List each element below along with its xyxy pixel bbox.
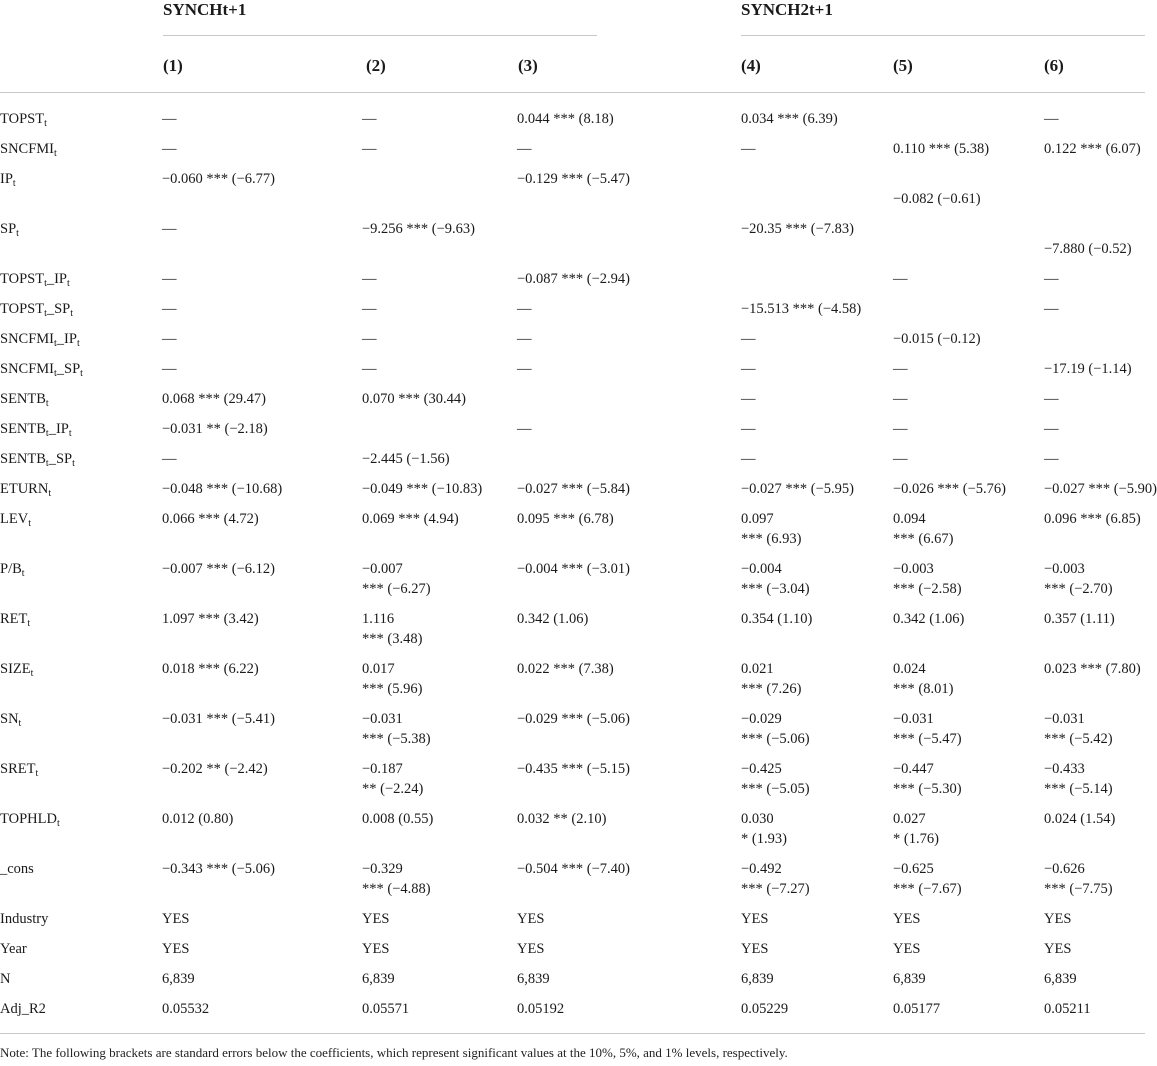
table-cell: 0.022 *** (7.38) [517, 661, 614, 677]
row-label-name: _cons [0, 861, 34, 877]
row-label-name: ETURN [0, 481, 49, 497]
row-label-subscript: t [54, 148, 57, 159]
row-label [0, 963, 162, 993]
row-label-suffix: _SP [48, 451, 73, 467]
row-label-name: SNCFMI [0, 361, 54, 377]
table-row [0, 503, 1145, 553]
row-label [0, 133, 162, 163]
row-label-subscript: t [16, 228, 19, 239]
table-cell: −0.007 *** (−6.12) [162, 561, 276, 577]
row-label [0, 993, 162, 1023]
row-label-suffix: _SP [56, 361, 81, 377]
table-cell: 0.05229 [741, 1001, 789, 1017]
row-label [0, 803, 162, 853]
row-label-subscript: t [70, 308, 74, 319]
row-label-name: Year [0, 941, 27, 957]
table-cell [317, 163, 517, 213]
table-cell: 0.018 *** (6.22) [162, 661, 259, 677]
row-label-subscript: t [44, 278, 47, 289]
row-label [0, 103, 162, 133]
table-cell: 0.024 (1.54) [1044, 811, 1116, 827]
table-cell [517, 213, 697, 263]
table-cell: — [362, 141, 377, 157]
table-cell: −0.425 *** (−5.05) [741, 761, 810, 797]
table-cell: 0.032 ** (2.10) [517, 811, 607, 827]
column-header-2: (2) [366, 56, 386, 75]
table-cell: 0.110 *** (5.38) [893, 141, 990, 157]
row-label-name: SENTB [0, 391, 46, 407]
table-cell: −0.003 *** (−2.58) [893, 561, 962, 597]
table-row [0, 933, 1145, 963]
table-cell: 0.070 *** (30.44) [362, 391, 466, 407]
table-cell: 6,839 [1044, 971, 1077, 987]
table-cell: −0.129 *** (−5.47) [517, 171, 631, 187]
row-label-subscript: t [44, 118, 47, 129]
row-label [0, 213, 162, 263]
row-label-suffix: _IP [56, 331, 77, 347]
header-rule [0, 92, 1145, 93]
table-cell: 0.05532 [162, 1001, 210, 1017]
table-cell: −0.202 ** (−2.42) [162, 761, 268, 777]
table-cell [1001, 163, 1145, 213]
table-cell [517, 383, 697, 413]
row-label [0, 473, 162, 503]
table-cell [849, 293, 1001, 323]
bottom-rule [0, 1033, 1145, 1034]
table-cell: −0.435 *** (−5.15) [517, 761, 631, 777]
table-cell: −0.031 *** (−5.47) [893, 711, 962, 747]
row-label-name: SIZE [0, 661, 31, 677]
table-cell: −0.027 *** (−5.90) [1044, 481, 1157, 497]
table-cell: −0.492 *** (−7.27) [741, 861, 810, 897]
table-row [0, 443, 1145, 473]
table-cell: 0.068 *** (29.47) [162, 391, 266, 407]
table-cell: 0.05192 [517, 1001, 565, 1017]
table-cell: −2.445 (−1.56) [362, 451, 450, 467]
table-cell [697, 263, 849, 293]
table-cell: 6,839 [162, 971, 195, 987]
table-cell: 0.027 * (1.76) [893, 811, 939, 847]
table-row [0, 753, 1145, 803]
row-label [0, 443, 162, 473]
table-cell [849, 103, 1001, 133]
table-row [0, 293, 1145, 323]
table-cell: — [741, 141, 756, 157]
table-cell: YES [517, 911, 545, 927]
row-label [0, 353, 162, 383]
table-cell: −0.187 ** (−2.24) [362, 761, 424, 797]
table-cell: −0.029 *** (−5.06) [741, 711, 810, 747]
group-header-synch: SYNCHt+1 [163, 0, 247, 19]
table-row [0, 413, 1145, 443]
table-cell: −0.004 *** (−3.01) [517, 561, 631, 577]
table-cell: −0.329 *** (−4.88) [362, 861, 431, 897]
table-cell: −0.049 *** (−10.83) [362, 481, 483, 497]
table-cell: — [162, 361, 177, 377]
table-cell: — [893, 271, 908, 287]
table-cell: — [517, 331, 532, 347]
table-cell: — [741, 451, 756, 467]
row-label-subscript: t [28, 518, 31, 529]
table-row [0, 853, 1145, 903]
table-cell: −0.060 *** (−6.77) [162, 171, 276, 187]
table-cell: 6,839 [362, 971, 395, 987]
table-cell: — [741, 421, 756, 437]
table-cell: −0.031 ** (−2.18) [162, 421, 268, 437]
row-label-name: N [0, 971, 11, 987]
table-cell: 0.342 (1.06) [893, 611, 965, 627]
table-cell: 0.034 *** (6.39) [741, 111, 838, 127]
table-cell: −0.625 *** (−7.67) [893, 861, 962, 897]
row-label-subscript: t [44, 308, 47, 319]
table-cell: −0.004 *** (−3.04) [741, 561, 810, 597]
table-cell: −15.513 *** (−4.58) [741, 301, 862, 317]
table-cell: — [1044, 111, 1059, 127]
table-cell: YES [741, 911, 769, 927]
table-cell: — [362, 361, 377, 377]
group-rule-left [163, 35, 597, 36]
table-cell: — [162, 221, 177, 237]
table-cell: −0.007 *** (−6.27) [362, 561, 431, 597]
table-cell: −0.031 *** (−5.38) [362, 711, 431, 747]
row-label-name: SENTB [0, 451, 46, 467]
row-label-name: P/B [0, 561, 22, 577]
table-row [0, 603, 1145, 653]
row-label-suffix: _SP [46, 301, 71, 317]
table-cell: −0.447 *** (−5.30) [893, 761, 962, 797]
row-label [0, 263, 162, 293]
row-label-subscript: t [12, 178, 16, 189]
table-cell: — [893, 421, 908, 437]
row-label-subscript: t [35, 768, 39, 779]
table-cell: −9.256 *** (−9.63) [362, 221, 476, 237]
row-label-subscript: t [72, 458, 75, 469]
regression-table [0, 103, 1157, 1023]
row-label-name: TOPST [0, 271, 45, 287]
row-label [0, 903, 162, 933]
table-cell: — [162, 301, 177, 317]
row-label-name: TOPHLD [0, 811, 57, 827]
table-cell: 0.05211 [1044, 1001, 1091, 1017]
table-cell: 0.069 *** (4.94) [362, 511, 459, 527]
table-row [0, 553, 1145, 603]
table-cell: — [517, 421, 532, 437]
table-cell: 1.116 *** (3.48) [362, 611, 423, 647]
table-row [0, 133, 1145, 163]
row-label [0, 323, 162, 353]
row-label [0, 703, 162, 753]
group-header-synch2: SYNCH2t+1 [741, 0, 833, 19]
table-cell: — [362, 301, 377, 317]
table-cell: — [362, 111, 377, 127]
table-cell: YES [741, 941, 769, 957]
table-cell: 6,839 [517, 971, 550, 987]
row-label-subscript: t [27, 618, 31, 629]
row-label-name: TOPST [0, 301, 45, 317]
table-cell: 0.023 *** (7.80) [1044, 661, 1141, 677]
table-row [0, 903, 1145, 933]
row-label [0, 293, 162, 323]
column-header-6: (6) [1044, 56, 1064, 75]
table-cell: YES [1044, 911, 1072, 927]
table-cell: −17.19 (−1.14) [1044, 361, 1132, 377]
table-cell: YES [362, 941, 390, 957]
table-cell: YES [362, 911, 390, 927]
table-row [0, 993, 1145, 1023]
row-label [0, 553, 162, 603]
row-label-name: TOPST [0, 111, 45, 127]
row-label-subscript: t [76, 338, 80, 349]
table-cell: 6,839 [741, 971, 774, 987]
table-cell: — [517, 361, 532, 377]
table-cell: 0.017 *** (5.96) [362, 661, 423, 697]
row-label-subscript: t [80, 368, 83, 379]
table-cell: YES [893, 941, 921, 957]
group-rule-right [741, 35, 1145, 36]
row-label-subscript: t [54, 368, 57, 379]
table-cell: 0.094 *** (6.67) [893, 511, 954, 547]
table-cell: YES [162, 911, 190, 927]
row-label-subscript: t [45, 458, 49, 469]
table-cell: −7.880 (−0.52) [1044, 241, 1132, 257]
column-header-5: (5) [893, 56, 913, 75]
table-cell: — [517, 141, 532, 157]
row-label-subscript: t [45, 428, 49, 439]
table-cell: −0.029 *** (−5.06) [517, 711, 631, 727]
table-cell: −0.031 *** (−5.42) [1044, 711, 1113, 747]
table-cell: YES [1044, 941, 1072, 957]
table-cell: — [1044, 421, 1059, 437]
table-cell: −0.015 (−0.12) [893, 331, 981, 347]
table-row [0, 803, 1145, 853]
table-cell: — [893, 391, 908, 407]
table-row [0, 353, 1145, 383]
column-header-4: (4) [741, 56, 761, 75]
table-cell: 0.008 (0.55) [362, 811, 434, 827]
table-cell: — [1044, 391, 1059, 407]
row-label-name: Industry [0, 911, 49, 927]
table-cell: — [362, 331, 377, 347]
table-cell: 0.342 (1.06) [517, 611, 589, 627]
table-row [0, 213, 1145, 263]
table-cell: — [162, 331, 177, 347]
table-cell: 1.097 *** (3.42) [162, 611, 259, 627]
table-cell: −20.35 *** (−7.83) [741, 221, 855, 237]
table-cell: 0.024 *** (8.01) [893, 661, 954, 697]
row-label [0, 603, 162, 653]
column-header-1: (1) [163, 56, 183, 75]
table-cell: −0.082 (−0.61) [893, 191, 981, 207]
row-label [0, 933, 162, 963]
table-cell: 0.354 (1.10) [741, 611, 813, 627]
column-header-3: (3) [518, 56, 538, 75]
table-cell: −0.087 *** (−2.94) [517, 271, 631, 287]
table-cell: −0.031 *** (−5.41) [162, 711, 276, 727]
row-label [0, 383, 162, 413]
table-row [0, 473, 1145, 503]
row-label [0, 753, 162, 803]
table-row [0, 653, 1145, 703]
table-cell: 0.122 *** (6.07) [1044, 141, 1141, 157]
table-cell: — [162, 451, 177, 467]
table-cell: 0.095 *** (6.78) [517, 511, 614, 527]
table-cell [697, 163, 849, 213]
table-note: Note: The following brackets are standard errors below the coefficients, which represent significant values at the 10%, 5%, and 1% levels, respectively. [0, 1045, 788, 1060]
table-cell [849, 213, 1001, 263]
table-row [0, 263, 1145, 293]
table-cell: −0.027 *** (−5.95) [741, 481, 855, 497]
table-cell: — [162, 111, 177, 127]
table-cell: — [1044, 451, 1059, 467]
table-cell: 0.012 (0.80) [162, 811, 234, 827]
table-cell: YES [893, 911, 921, 927]
row-label-subscript: t [45, 398, 49, 409]
table-cell: −0.003 *** (−2.70) [1044, 561, 1113, 597]
row-label-subscript: t [67, 278, 70, 289]
table-row [0, 383, 1145, 413]
table-cell: 6,839 [893, 971, 926, 987]
row-label-name: IP [0, 171, 13, 187]
table-cell: — [741, 331, 756, 347]
row-label-name: SN [0, 711, 19, 727]
row-label [0, 853, 162, 903]
row-label-suffix: _IP [46, 271, 67, 287]
table-cell [317, 413, 517, 443]
row-label-subscript: t [68, 428, 72, 439]
table-cell: 0.357 (1.11) [1044, 611, 1115, 627]
table-cell: −0.027 *** (−5.84) [517, 481, 631, 497]
row-label-name: SNCFMI [0, 141, 54, 157]
table-cell: −0.504 *** (−7.40) [517, 861, 631, 877]
table-cell: 0.066 *** (4.72) [162, 511, 259, 527]
row-label [0, 163, 162, 213]
table-cell: 0.096 *** (6.85) [1044, 511, 1141, 527]
table-cell: 0.030 * (1.93) [741, 811, 787, 847]
row-label-suffix: _IP [48, 421, 69, 437]
row-label-name: SNCFMI [0, 331, 54, 347]
table-cell: — [741, 361, 756, 377]
table-cell [517, 443, 697, 473]
row-label-name: SP [0, 221, 17, 237]
row-label-name: SENTB [0, 421, 46, 437]
table-cell: YES [162, 941, 190, 957]
row-label [0, 503, 162, 553]
row-label-name: RET [0, 611, 28, 627]
table-cell: 0.05571 [362, 1001, 410, 1017]
row-label-name: SRET [0, 761, 36, 777]
row-label-name: Adj_R2 [0, 1001, 46, 1017]
table-row [0, 103, 1145, 133]
table-cell: 0.021 *** (7.26) [741, 661, 802, 697]
table-cell: — [162, 271, 177, 287]
row-label [0, 653, 162, 703]
table-cell: −0.626 *** (−7.75) [1044, 861, 1113, 897]
table-cell: — [162, 141, 177, 157]
row-label-subscript: t [21, 568, 25, 579]
table-cell: 0.097 *** (6.93) [741, 511, 802, 547]
table-cell: −0.026 *** (−5.76) [893, 481, 1007, 497]
table-cell: — [893, 361, 908, 377]
table-cell [1001, 323, 1145, 353]
row-label-subscript: t [56, 818, 60, 829]
table-cell: — [741, 391, 756, 407]
table-cell: −0.048 *** (−10.68) [162, 481, 283, 497]
table-cell: — [1044, 301, 1059, 317]
table-cell: −0.343 *** (−5.06) [162, 861, 276, 877]
table-cell: — [517, 301, 532, 317]
table-cell: — [362, 271, 377, 287]
row-label-subscript: t [18, 718, 22, 729]
table-cell: 0.05177 [893, 1001, 941, 1017]
row-label-subscript: t [30, 668, 34, 679]
row-label-subscript: t [48, 488, 52, 499]
table-cell: — [893, 451, 908, 467]
table-cell: −0.433 *** (−5.14) [1044, 761, 1113, 797]
table-row [0, 963, 1145, 993]
table-cell: YES [517, 941, 545, 957]
table-cell: — [1044, 271, 1059, 287]
row-label-name: LEV [0, 511, 29, 527]
table-row [0, 703, 1145, 753]
row-label-subscript: t [54, 338, 57, 349]
table-row [0, 163, 1145, 213]
table-row [0, 323, 1145, 353]
row-label [0, 413, 162, 443]
table-cell: 0.044 *** (8.18) [517, 111, 614, 127]
